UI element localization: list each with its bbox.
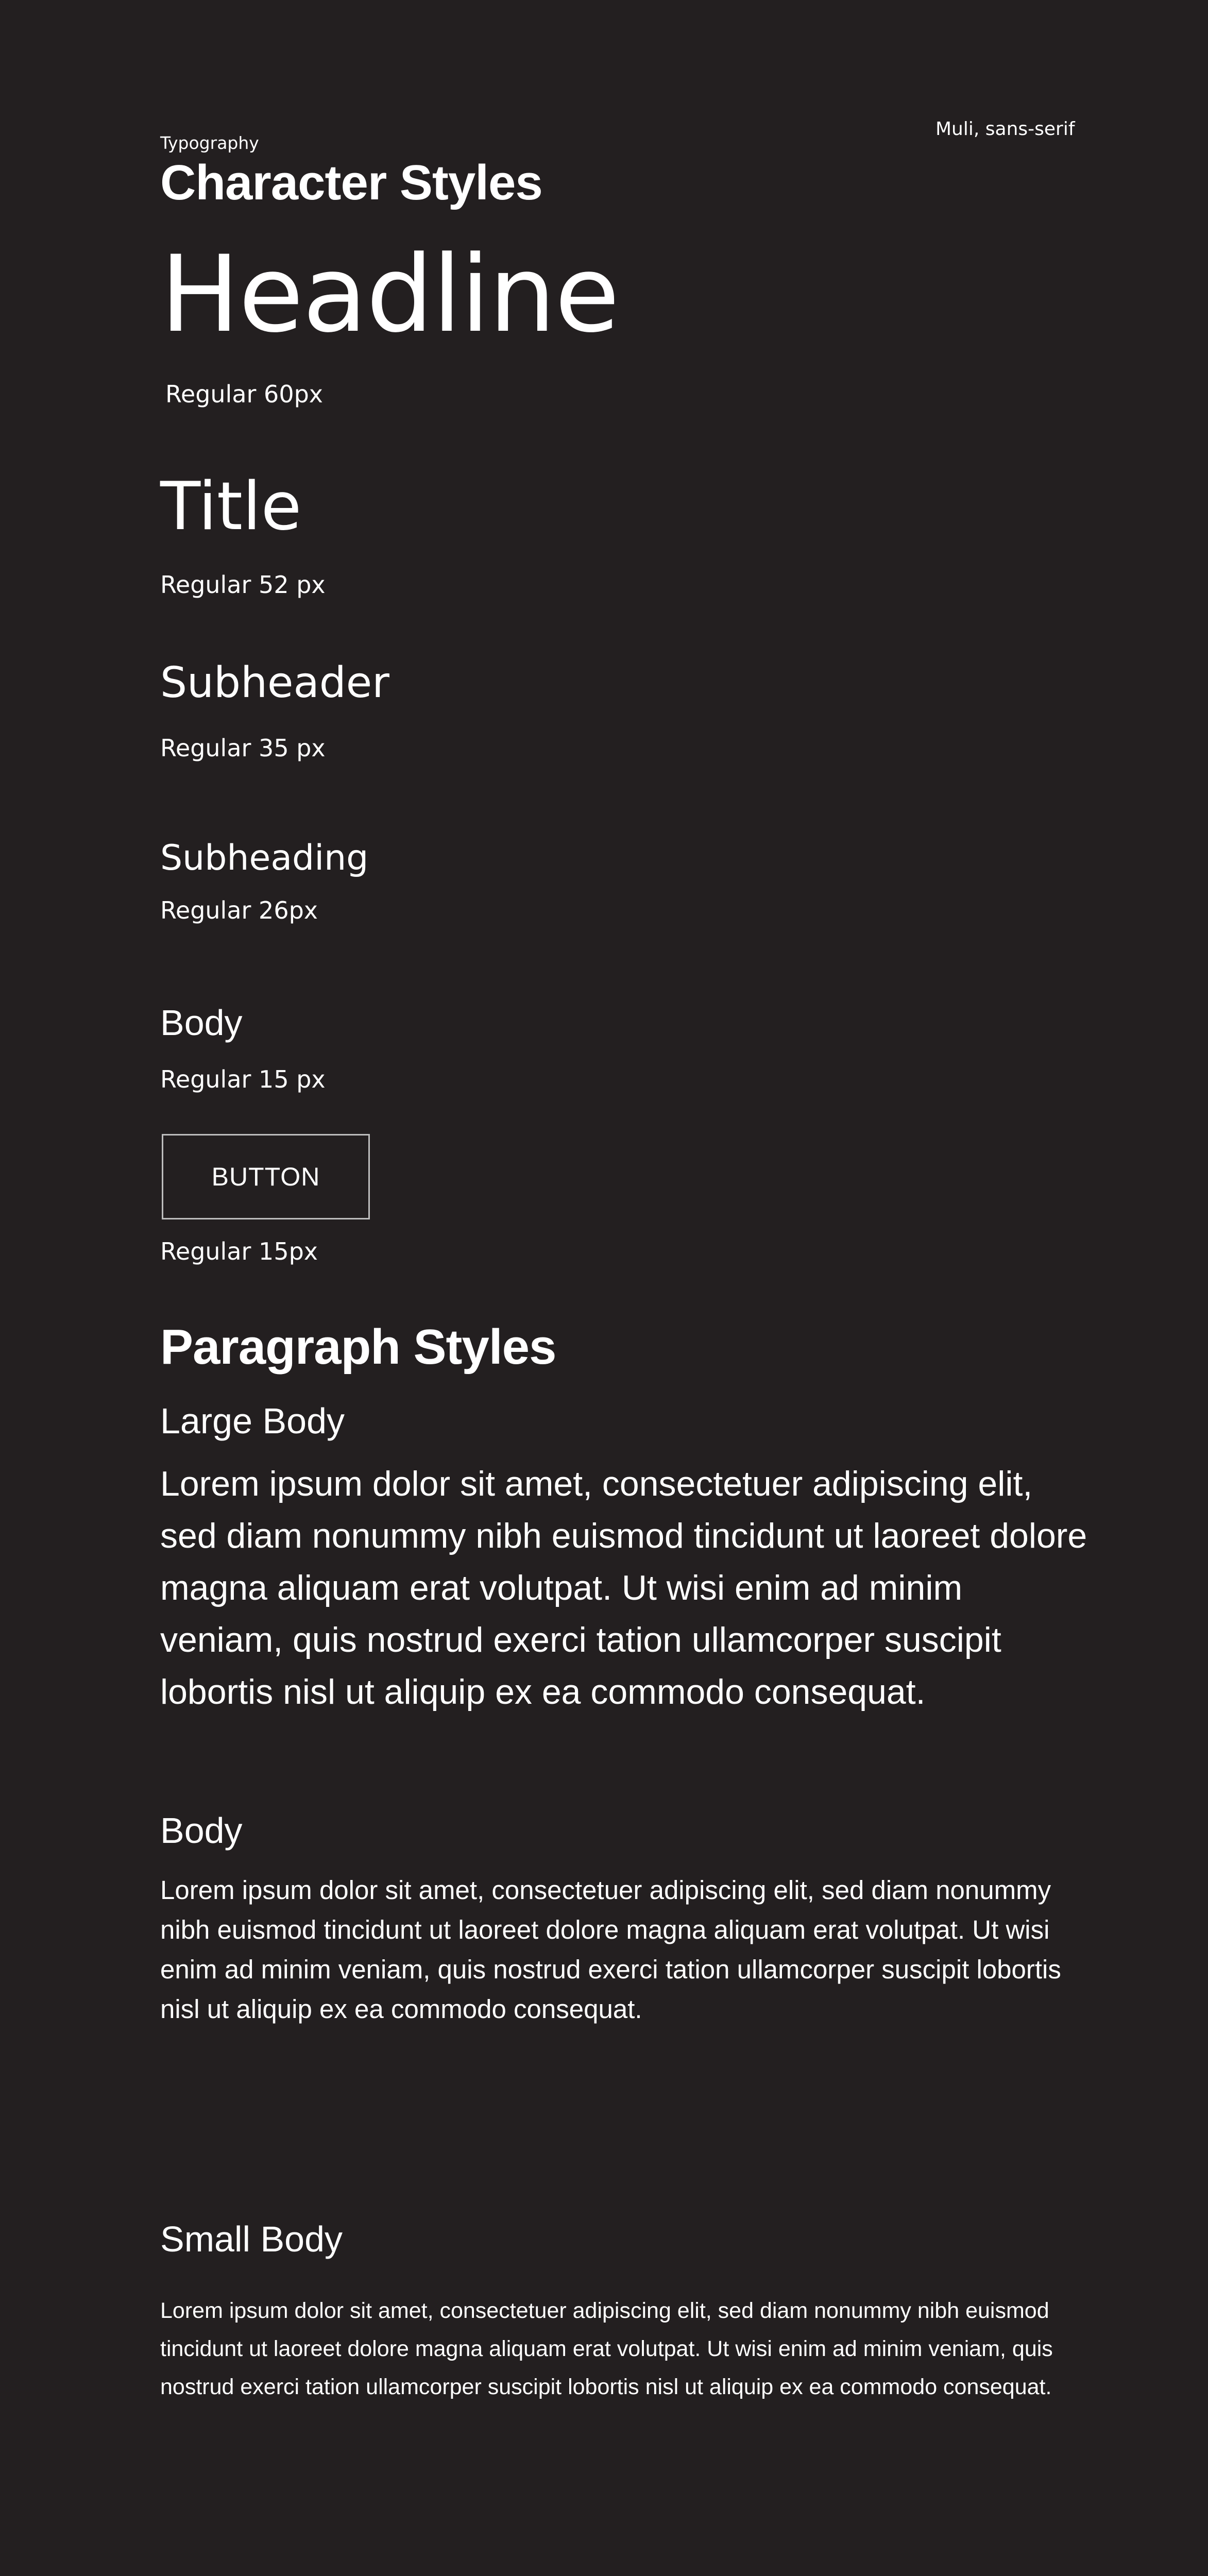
button-spec: Regular 15px xyxy=(160,1238,318,1265)
title-sample: Title xyxy=(160,468,302,545)
subheader-spec: Regular 35 px xyxy=(160,734,326,762)
subheading-spec: Regular 26px xyxy=(160,896,318,924)
paragraph-styles-title: Paragraph Styles xyxy=(160,1319,556,1375)
font-family-note: Muli, sans-serif xyxy=(935,118,1075,140)
headline-spec: Regular 60px xyxy=(165,380,324,408)
title-spec: Regular 52 px xyxy=(160,571,326,599)
body-text: Lorem ipsum dolor sit amet, consectetuer adipiscing elit, sed diam nonummy nibh euismod tincidunt ut laoreet dolore magna aliquam erat volutpat. Ut wisi enim ad minim veniam, quis nostrud exerci tation ullamcorper suscipit lobortis nisl ut aliquip ex ea commodo consequat. xyxy=(160,1875,1061,2024)
headline-sample: Headline xyxy=(160,233,619,356)
large-body-text: Lorem ipsum dolor sit amet, consectetuer adipiscing elit, sed diam nonummy nibh euismod tincidunt ut laoreet dolore magna aliquam erat volutpat. Ut wisi enim ad minim veniam, quis nostrud exerci tation ullamcorper suscipit lobortis nisl ut aliquip ex ea commodo consequat. xyxy=(160,1464,1087,1711)
small-body-label: Small Body xyxy=(160,2219,343,2259)
body-spec: Regular 15 px xyxy=(160,1065,326,1093)
subheader-sample: Subheader xyxy=(160,658,389,707)
large-body-label: Large Body xyxy=(160,1401,345,1441)
section-label: Typography xyxy=(160,133,259,153)
character-styles-title: Character Styles xyxy=(160,155,542,210)
subheading-sample: Subheading xyxy=(160,838,369,878)
button-sample[interactable]: BUTTON xyxy=(162,1134,370,1219)
small-body-text: Lorem ipsum dolor sit amet, consectetuer adipiscing elit, sed diam nonummy nibh euismod tincidunt ut laoreet dolore magna aliquam erat volutpat. Ut wisi enim ad minim veniam, quis nostrud exerci tation ullamcorper suscipit lobortis nisl ut aliquip ex ea commodo consequat. xyxy=(160,2298,1053,2399)
body-sample: Body xyxy=(160,1003,243,1043)
body-label: Body xyxy=(160,1810,243,1851)
